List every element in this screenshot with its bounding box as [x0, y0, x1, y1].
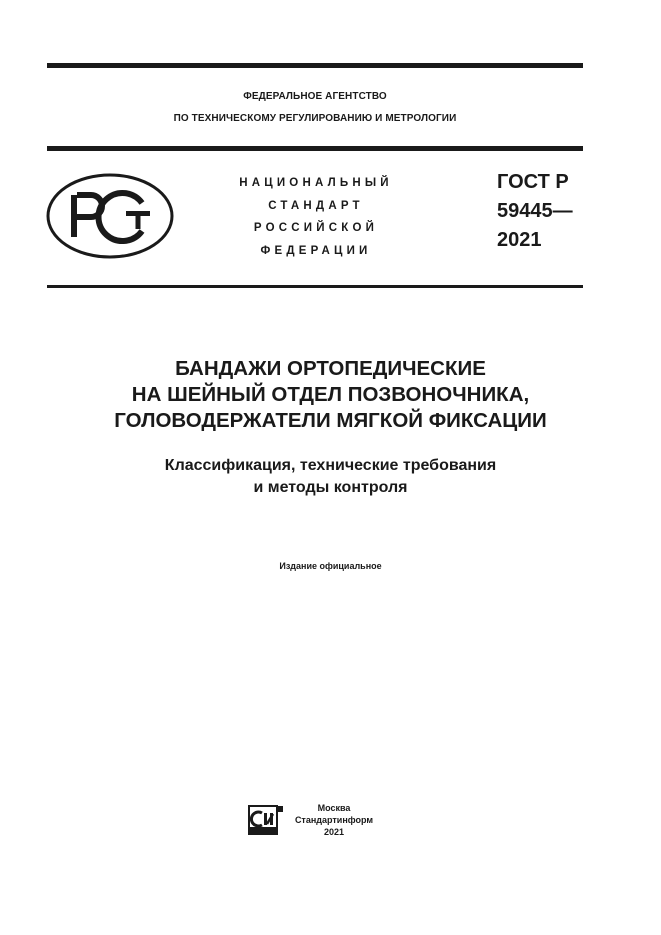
standard-number-line: 2021	[497, 229, 542, 251]
title-line: БАНДАЖИ ОРТОПЕДИЧЕСКИЕ	[175, 357, 486, 380]
agency-line-2: ПО ТЕХНИЧЕСКОМУ РЕГУЛИРОВАНИЮ И МЕТРОЛОГИИ	[173, 113, 457, 124]
title-line: НА ШЕЙНЫЙ ОТДЕЛ ПОЗВОНОЧНИКА,	[131, 383, 530, 406]
header-rule	[47, 146, 583, 151]
publisher-city: Москва	[317, 803, 351, 813]
standard-number-line: ГОСТ Р	[497, 171, 569, 193]
publisher-name: Стандартинформ	[294, 815, 374, 825]
standard-kind	[226, 172, 406, 262]
agency-line-1: ФЕДЕРАЛЬНОЕ АГЕНТСТВО	[243, 91, 387, 102]
standard-kind-line: СТАНДАРТ	[268, 199, 364, 212]
subtitle-line: Классификация, технические требования	[164, 457, 497, 474]
document-title	[0, 356, 661, 434]
subtitle-line: и методы контроля	[253, 479, 408, 496]
top-rule	[47, 63, 583, 68]
standard-kind-line: ФЕДЕРАЦИИ	[260, 244, 372, 257]
publisher-year: 2021	[323, 827, 345, 837]
document-subtitle	[0, 455, 661, 499]
publisher-info	[280, 802, 388, 838]
standartinform-logo-icon	[248, 805, 284, 836]
edition-label: Издание официальное	[279, 561, 382, 571]
standard-number-line: 59445—	[497, 200, 573, 222]
standard-kind-line: НАЦИОНАЛЬНЫЙ	[239, 177, 393, 189]
standard-kind-line: РОССИЙСКОЙ	[253, 222, 379, 234]
section-rule	[47, 285, 583, 288]
title-line: ГОЛОВОДЕРЖАТЕЛИ МЯГКОЙ ФИКСАЦИИ	[114, 409, 547, 432]
standard-number	[497, 168, 617, 255]
rst-logo-icon	[46, 173, 174, 259]
